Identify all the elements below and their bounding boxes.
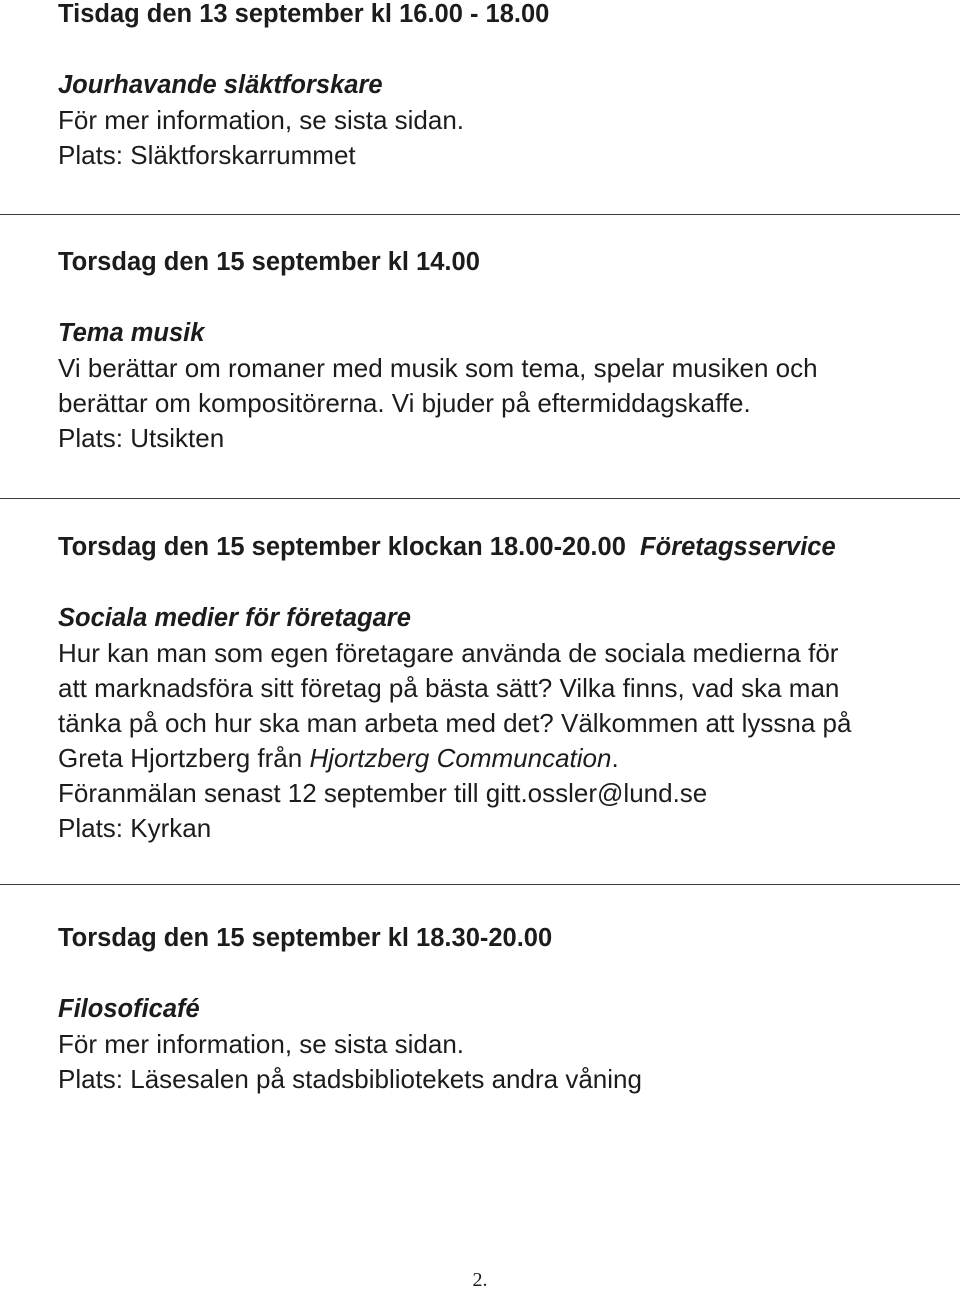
event-registration: Föranmälan senast 12 september till gitt.ossler@lund.se: [58, 778, 708, 808]
event-location: Plats: Släktforskarrummet: [58, 140, 356, 170]
speaker-company: Hjortzberg Communcation: [309, 743, 612, 773]
event-filosoficafe: [58, 921, 938, 1097]
event-tema-musik: [58, 245, 938, 456]
event-location: Plats: Kyrkan: [58, 813, 212, 843]
event-text-line: För mer information, se sista sidan.: [58, 105, 465, 135]
event-title: Jourhavande släktforskare: [58, 71, 383, 99]
section-divider: [0, 498, 960, 499]
event-sociala-medier: [58, 530, 938, 846]
event-speaker-line: [58, 741, 938, 776]
event-text-line: tänka på och hur ska man arbeta med det? Välkommen att lyssna på: [58, 708, 852, 738]
event-date-row: [58, 530, 938, 565]
event-text-line: Hur kan man som egen företagare använda de sociala medierna för: [58, 638, 839, 668]
event-location: Plats: Utsikten: [58, 423, 225, 453]
event-date: Torsdag den 15 september kl 14.00: [58, 248, 480, 276]
event-date: Tisdag den 13 september kl 16.00 - 18.00: [58, 0, 550, 28]
event-title: Filosoficafé: [58, 995, 200, 1023]
event-date: Torsdag den 15 september klockan 18.00-20.00: [58, 533, 626, 561]
event-text-line: berättar om kompositörerna. Vi bjuder på eftermiddagskaffe.: [58, 388, 751, 418]
speaker-suffix: .: [611, 743, 619, 773]
event-title: Tema musik: [58, 319, 205, 347]
page-number: 2.: [472, 1269, 488, 1291]
event-title: Sociala medier för företagare: [58, 604, 411, 632]
speaker-name: Greta Hjortzberg från: [58, 743, 310, 773]
event-date: Torsdag den 15 september kl 18.30-20.00: [58, 924, 553, 952]
event-text-line: att marknadsföra sitt företag på bästa sätt? Vilka finns, vad ska man: [58, 673, 840, 703]
section-divider: [0, 214, 960, 215]
event-text-line: Vi berättar om romaner med musik som tema, spelar musiken och: [58, 353, 818, 383]
event-slaktforskare: [58, 0, 938, 173]
event-location: Plats: Läsesalen på stadsbibliotekets andra våning: [58, 1064, 642, 1094]
event-text-line: För mer information, se sista sidan.: [58, 1029, 465, 1059]
event-organizer: Företagsservice: [640, 533, 836, 561]
section-divider: [0, 884, 960, 885]
